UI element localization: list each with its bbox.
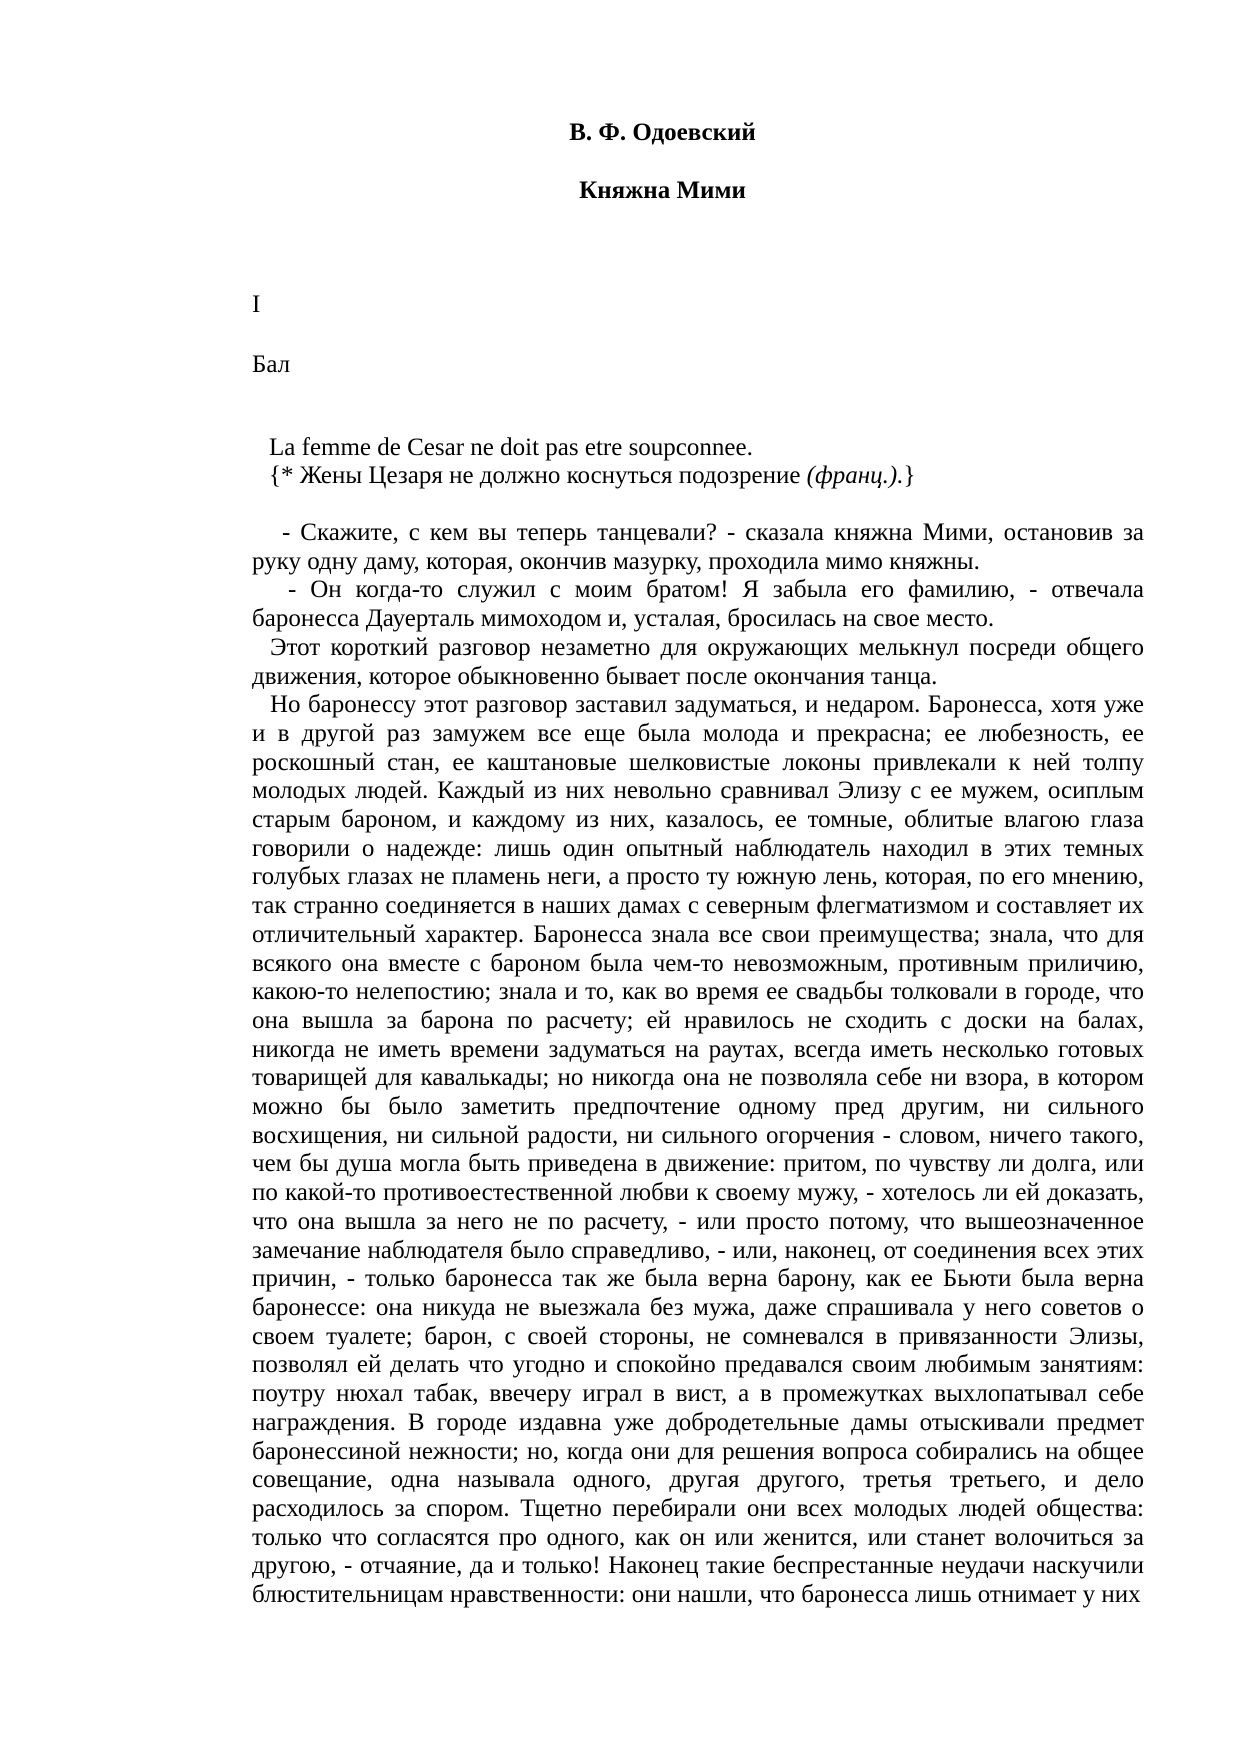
book-title: Княжна Мими (579, 177, 746, 204)
epigraph (269, 434, 1169, 490)
paragraph: Но баронессу этот разговор заставил задуматься, и недаром. Баронесса, хотя уже и в другой раз замужем все еще была молода и прекрасна; ее любезность, ее роскошный стан, ее каштановые шелковистые локоны привлекали к ней толпу молодых людей. Каждый из них невольно сравнивал Элизу с ее мужем, осиплым старым бароном, и каждому из них, казалось, ее томные, облитые влагою глаза говорили о надежде: лишь один опытный наблюдатель находил в этих темных голубых глазах не пламень неги, а просто ту южную лень, которая, по его мнению, так странно соединяется в наших дамах с северным флегматизмом и составляет их отличительный характер. Баронесса знала все свои преимущества; знала, что для всякого она вместе с бароном была чем-то невозможным, противным приличию, какою-то нелепостию; знала и то, как во время ее свадьбы толковали в городе, что она вышла за барона по расчету; ей нравилось не сходить с доски на балах, никогда не иметь времени задуматься на раутах, всегда иметь несколько готовых товарищей для кавалькады; но никогда она не позволяла себе ни взора, в котором можно бы было заметить предпочтение одному пред другим, ни сильного восхищения, ни сильной радости, ни сильного огорчения - словом, ничего такого, чем бы душа могла быть приведена в движение: притом, по чувству ли долга, или по какой-то противоестественной любви к своему мужу, - хотелось ли ей доказать, что она вышла за него не по расчету, - или просто потому, что вышеозначенное замечание наблюдателя было справедливо, - или, наконец, от соединения всех этих причин, - только баронесса так же была верна барону, как ее Бьюти была верна баронессе: она никуда не выезжала без мужа, даже спрашивала у него советов о своем туалете; барон, с своей стороны, не сомневался в привязанности Элизы, позволял ей делать что угодно и спокойно предавался своим любимым занятиям: поутру нюхал табак, ввечеру играл в вист, а в промежутках выхлопатывал себе награждения. В городе издавна уже добродетельные дамы отыскивали предмет баронессиной нежности; но, когда они для решения вопроса собирались на общее совещание, одна называла одного, другая другого, третья третьего, и дело расходилось за спором. Тщетно перебирали они всех молодых людей общества: только что согласятся про одного, как он или женится, или станет волочиться за другою, - отчаяние, да и только! Наконец такие беспрестанные неудачи наскучили блюстительницам нравственности: они нашли, что баронесса лишь отнимает у них (252, 691, 1144, 1609)
author-name: В. Ф. Одоевский (569, 119, 756, 146)
epigraph-translation-close: } (903, 462, 916, 489)
paragraph: - Скажите, с кем вы теперь танцевали? - сказала княжна Мими, остановив за руку одну даму, которая, окончив мазурку, проходила мимо княжны. (252, 519, 1144, 575)
body-text (252, 519, 1144, 1610)
epigraph-translation-text: {* Жены Цезаря не должно коснуться подозрение (269, 462, 807, 489)
epigraph-translation (269, 462, 1169, 490)
epigraph-original: La femme de Cesar ne doit pas etre soupconnee. (269, 434, 753, 461)
paragraph: - Он когда-то служил с моим братом! Я забыла его фамилию, - отвечала баронесса Дауерталь мимоходом и, усталая, бросилась на свое место. (252, 576, 1144, 633)
chapter-number: I (252, 291, 261, 318)
chapter-title: Бал (252, 351, 291, 378)
epigraph-translation-lang: (франц.). (806, 462, 904, 489)
paragraph: Этот короткий разговор незаметно для окружающих мелькнул посреди общего движения, которое обыкновенно бывает после окончания танца. (252, 633, 1144, 690)
